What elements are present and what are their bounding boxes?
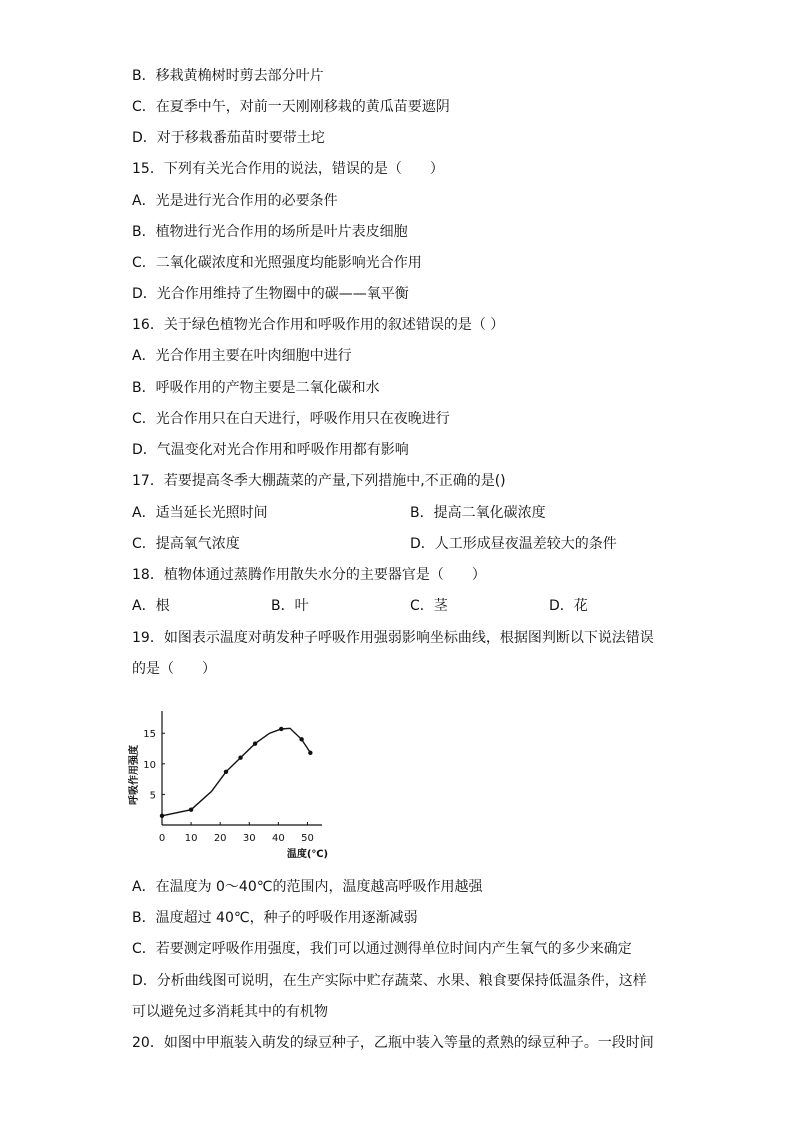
question-19: 19．如图表示温度对萌发种子呼吸作用强弱影响坐标曲线，根据图判断以下说法错误 bbox=[132, 630, 654, 646]
option-15a: A．光是进行光合作用的必要条件 bbox=[132, 193, 338, 209]
option-14b: B．移栽黄桷树时剪去部分叶片 bbox=[132, 68, 324, 84]
data-point bbox=[189, 808, 193, 812]
series-line bbox=[162, 728, 310, 816]
y-tick-label: 5 bbox=[149, 790, 156, 802]
chart-axes bbox=[162, 711, 322, 825]
x-tick-label: 40 bbox=[271, 833, 285, 844]
x-tick-label: 30 bbox=[242, 833, 256, 844]
respiration-temperature-chart bbox=[125, 705, 335, 863]
option-17c: C．提高氧气浓度 bbox=[132, 536, 240, 552]
option-19a: A．在温度为 0～40℃的范围内，温度越高呼吸作用越强 bbox=[132, 879, 483, 895]
option-18c: C．茎 bbox=[410, 598, 448, 614]
data-point bbox=[160, 814, 164, 818]
option-14c: C．在夏季中午，对前一天刚刚移栽的黄瓜苗要遮阴 bbox=[132, 99, 450, 115]
question-18: 18．植物体通过蒸腾作用散失水分的主要器官是（ ） bbox=[132, 567, 486, 583]
option-16d: D．气温变化对光合作用和呼吸作用都有影响 bbox=[132, 442, 409, 458]
y-axis-label: 呼吸作用强度 bbox=[129, 745, 140, 805]
option-15b: B．植物进行光合作用的场所是叶片表皮细胞 bbox=[132, 224, 408, 240]
x-axis-label: 温度(℃) bbox=[286, 849, 329, 860]
option-16c: C．光合作用只在白天进行，呼吸作用只在夜晚进行 bbox=[132, 411, 450, 427]
option-15d: D．光合作用维持了生物圈中的碳——氧平衡 bbox=[132, 286, 409, 302]
option-19d-continued: 可以避免过多消耗其中的有机物 bbox=[132, 1004, 328, 1020]
option-17b: B．提高二氧化碳浓度 bbox=[410, 505, 546, 521]
data-point bbox=[224, 770, 228, 774]
option-19d: D．分析曲线图可说明，在生产实际中贮存蔬菜、水果、粮食要保持低温条件，这样 bbox=[132, 973, 647, 989]
option-17d: D．人工形成昼夜温差较大的条件 bbox=[410, 536, 617, 552]
x-tick-label: 0 bbox=[158, 833, 166, 844]
option-15c: C．二氧化碳浓度和光照强度均能影响光合作用 bbox=[132, 255, 422, 271]
question-15: 15．下列有关光合作用的说法，错误的是（ ） bbox=[132, 161, 444, 177]
question-16: 16．关于绿色植物光合作用和呼吸作用的叙述错误的是（ ） bbox=[132, 317, 505, 333]
data-points bbox=[160, 727, 313, 818]
x-tick-label: 50 bbox=[301, 833, 314, 844]
x-tick-label: 20 bbox=[213, 833, 227, 844]
question-17: 17．若要提高冬季大棚蔬菜的产量,下列措施中,不正确的是() bbox=[132, 473, 506, 489]
question-20: 20．如图中甲瓶装入萌发的绿豆种子，乙瓶中装入等量的煮熟的绿豆种子。一段时间 bbox=[132, 1035, 654, 1051]
y-tick-label: 10 bbox=[143, 759, 156, 771]
data-point bbox=[308, 751, 312, 755]
option-16b: B．呼吸作用的产物主要是二氧化碳和水 bbox=[132, 380, 380, 396]
option-18b: B．叶 bbox=[271, 598, 309, 614]
question-19-continued: 的是（ ） bbox=[132, 661, 216, 677]
data-point bbox=[279, 727, 283, 731]
data-point bbox=[238, 756, 242, 760]
x-tick-label: 10 bbox=[184, 833, 198, 844]
option-19b: B．温度超过 40℃，种子的呼吸作用逐渐减弱 bbox=[132, 910, 418, 926]
y-tick-label: 15 bbox=[143, 729, 156, 741]
option-19c: C．若要测定呼吸作用强度，我们可以通过测得单位时间内产生氧气的多少来确定 bbox=[132, 941, 632, 957]
option-17a: A．适当延长光照时间 bbox=[132, 505, 268, 521]
option-16a: A．光合作用主要在叶肉细胞中进行 bbox=[132, 348, 352, 364]
data-point bbox=[299, 737, 303, 741]
option-14d: D．对于移栽番茄苗时要带土坨 bbox=[132, 130, 325, 146]
chart-ticks bbox=[143, 729, 314, 844]
option-18a: A．根 bbox=[132, 598, 170, 614]
option-18d: D．花 bbox=[549, 598, 588, 614]
data-point bbox=[253, 741, 257, 745]
